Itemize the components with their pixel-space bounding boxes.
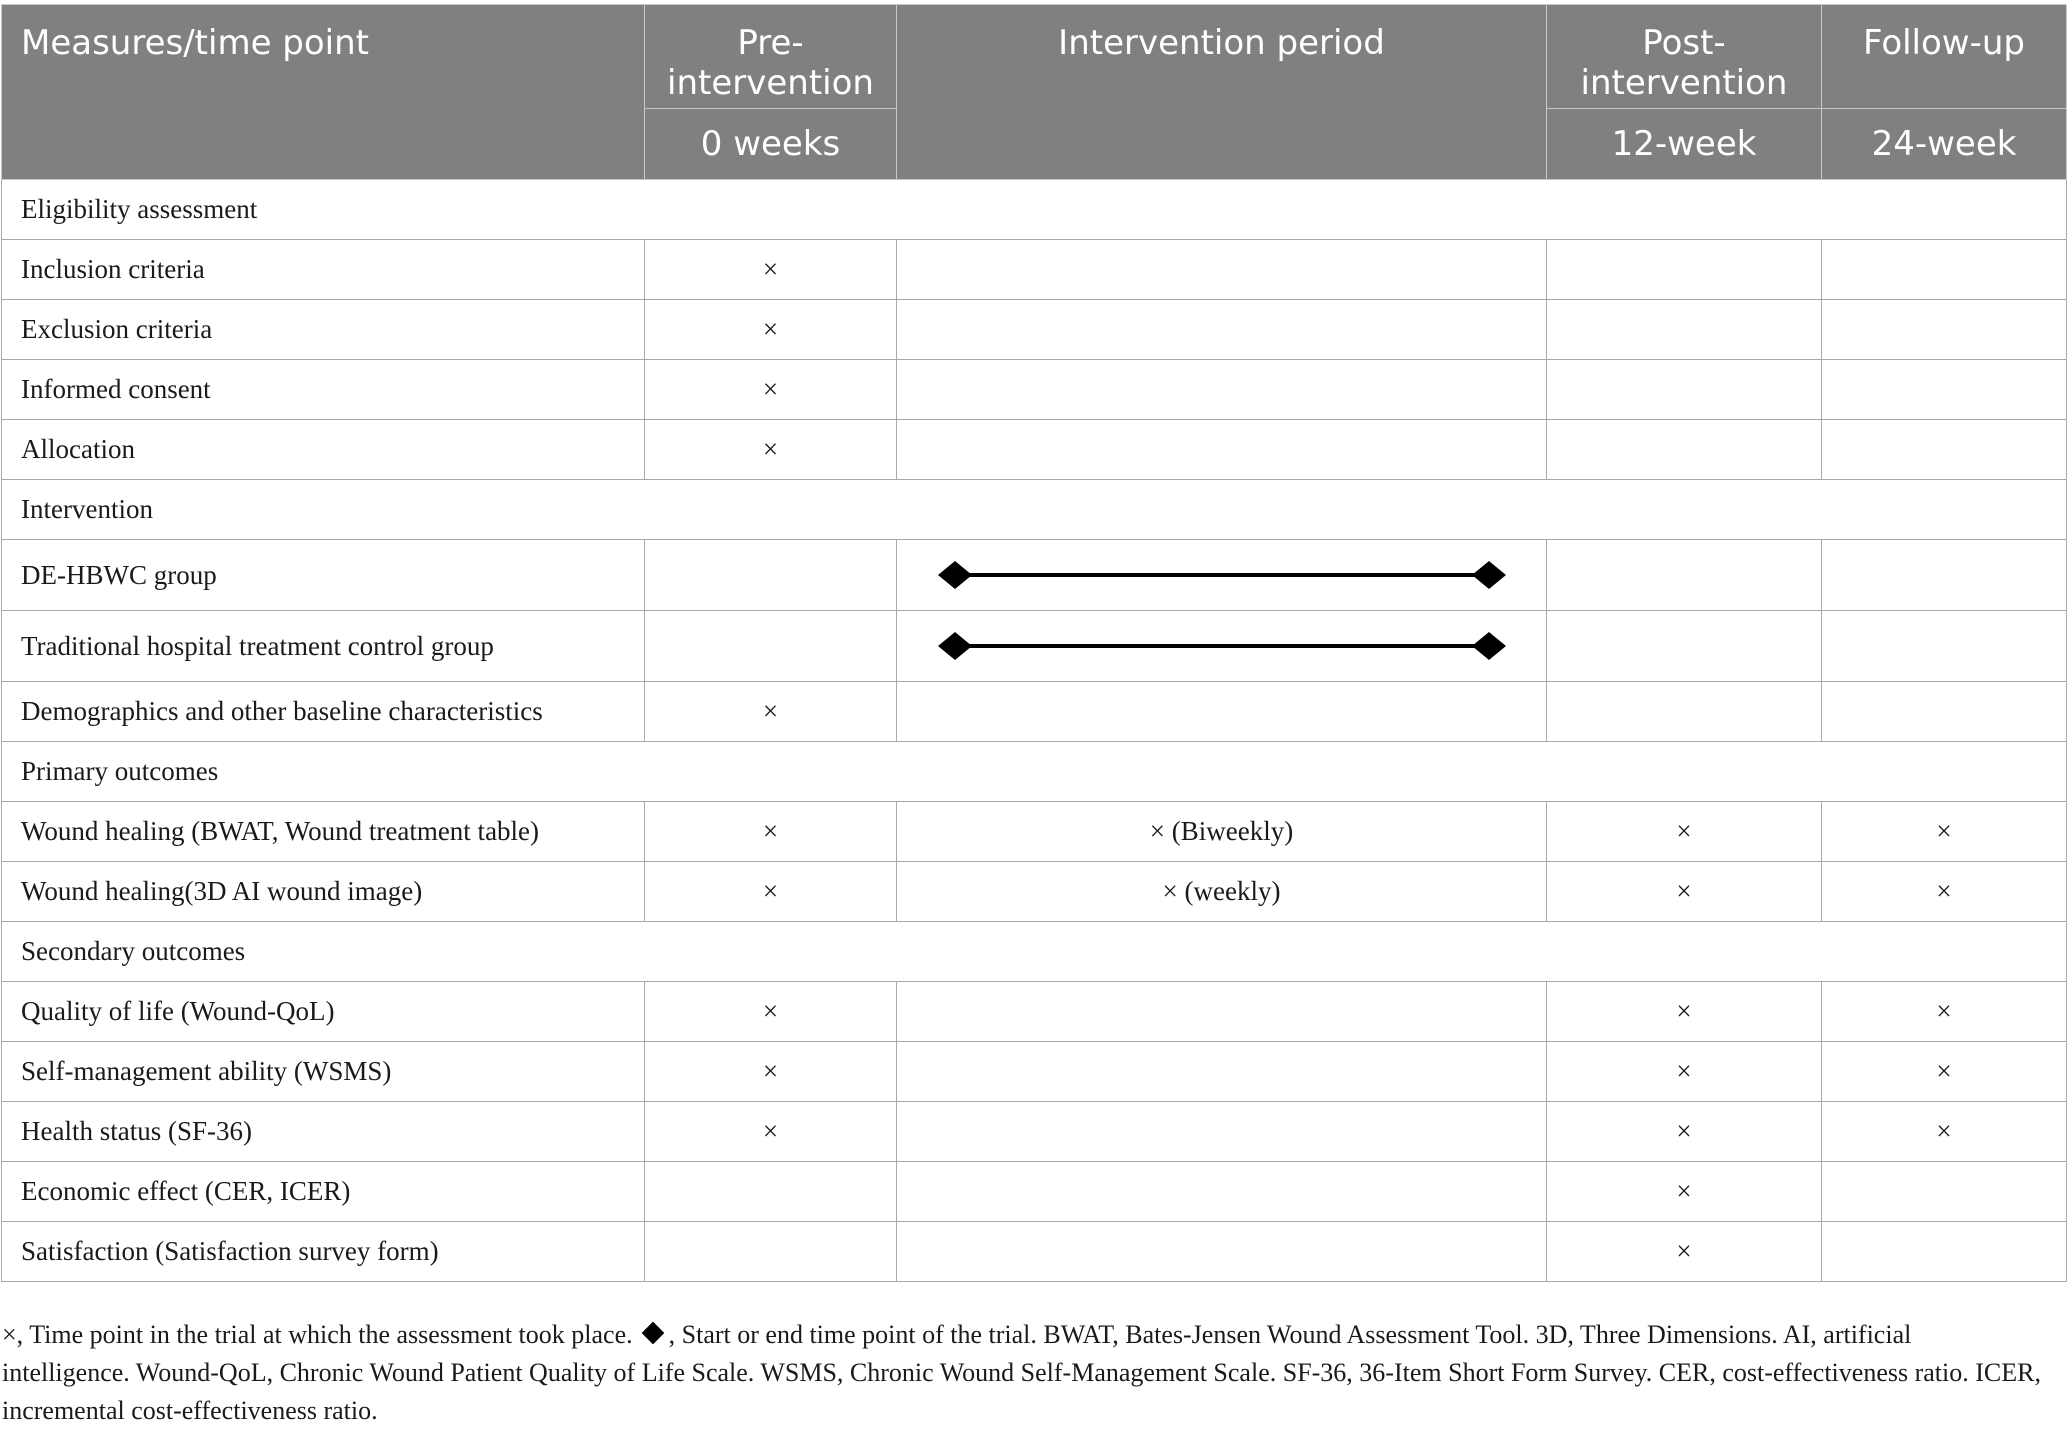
cell-pre-intervention: ×: [645, 982, 897, 1042]
schedule-table: [1, 4, 2067, 1282]
table-row: [2, 420, 2067, 480]
table-row: [2, 802, 2067, 862]
table-row: [2, 1102, 2067, 1162]
cell-post-intervention: ×: [1547, 1222, 1822, 1282]
cell-post-intervention: [1547, 540, 1822, 611]
row-label: Inclusion criteria: [2, 240, 645, 300]
row-label: Economic effect (CER, ICER): [2, 1162, 645, 1222]
cell-pre-intervention: [645, 1222, 897, 1282]
cell-post-intervention: ×: [1547, 1042, 1822, 1102]
end-diamond-icon: [1472, 561, 1506, 589]
table-row: [2, 682, 2067, 742]
row-label: Satisfaction (Satisfaction survey form): [2, 1222, 645, 1282]
cell-follow-up: [1822, 682, 2067, 742]
table-row: [2, 982, 2067, 1042]
row-label: Exclusion criteria: [2, 300, 645, 360]
cell-pre-intervention: ×: [645, 802, 897, 862]
cell-post-intervention: [1547, 682, 1822, 742]
cell-intervention-period: [897, 682, 1547, 742]
header-intervention-period: Intervention period: [897, 5, 1547, 180]
cell-follow-up: ×: [1822, 982, 2067, 1042]
header-post-label: Post- intervention: [1580, 23, 1788, 103]
row-label: Traditional hospital treatment control group: [2, 611, 645, 682]
end-diamond-icon: [1472, 632, 1506, 660]
cell-pre-intervention: ×: [645, 420, 897, 480]
cell-follow-up: [1822, 540, 2067, 611]
cell-intervention-period: [897, 982, 1547, 1042]
cell-intervention-period: [897, 420, 1547, 480]
cell-follow-up: [1822, 1222, 2067, 1282]
cell-intervention-period: × (Biweekly): [897, 802, 1547, 862]
cell-pre-intervention: ×: [645, 682, 897, 742]
section-label: Intervention: [2, 480, 2067, 540]
row-label: Wound healing(3D AI wound image): [2, 862, 645, 922]
subheader-12-week: 12-week: [1547, 109, 1822, 180]
cell-intervention-period: × (weekly): [897, 862, 1547, 922]
cell-intervention-period: [897, 1042, 1547, 1102]
row-label: Health status (SF-36): [2, 1102, 645, 1162]
cell-intervention-period: [897, 1222, 1547, 1282]
header-post-intervention: [1547, 5, 1822, 109]
table-row: [2, 1042, 2067, 1102]
cell-pre-intervention: ×: [645, 862, 897, 922]
cell-pre-intervention: [645, 611, 897, 682]
cell-follow-up: [1822, 611, 2067, 682]
table-body: [2, 180, 2067, 1282]
cell-post-intervention: ×: [1547, 1102, 1822, 1162]
cell-post-intervention: [1547, 360, 1822, 420]
table-row: [2, 611, 2067, 682]
row-label: Quality of life (Wound-QoL): [2, 982, 645, 1042]
cell-pre-intervention: ×: [645, 300, 897, 360]
cell-pre-intervention: ×: [645, 1042, 897, 1102]
cell-post-intervention: ×: [1547, 982, 1822, 1042]
row-label: Wound healing (BWAT, Wound treatment table): [2, 802, 645, 862]
row-label: Demographics and other baseline characteristics: [2, 682, 645, 742]
table-row: [2, 1222, 2067, 1282]
footnote-abbreviations: , Start or end time point of the trial. BWAT, Bates-Jensen Wound Assessment Tool. 3D, Three Dimensions. AI, artificial intelligence. Wound-QoL, Chronic Wound Patient Quality of Life Scale. WSMS, Chronic Wound Self-Management Scale. SF-36, 36-Item Short Form Survey. CER, cost-effectiveness ratio. ICER, incremental cost-effectiveness ratio.: [2, 1320, 2041, 1425]
table-row: [2, 862, 2067, 922]
cell-follow-up: [1822, 360, 2067, 420]
section-label: Eligibility assessment: [2, 180, 2067, 240]
cell-post-intervention: [1547, 420, 1822, 480]
subheader-0-weeks: 0 weeks: [645, 109, 897, 180]
cell-post-intervention: [1547, 611, 1822, 682]
section-row: [2, 180, 2067, 240]
cell-intervention-period: [897, 611, 1547, 682]
section-row: [2, 480, 2067, 540]
cell-post-intervention: ×: [1547, 862, 1822, 922]
cell-follow-up: ×: [1822, 1102, 2067, 1162]
cell-intervention-period: [897, 1162, 1547, 1222]
row-label: Informed consent: [2, 360, 645, 420]
cell-intervention-period: [897, 300, 1547, 360]
cell-intervention-period: [897, 540, 1547, 611]
header-pre-label: Pre- intervention: [667, 23, 874, 103]
cell-follow-up: [1822, 420, 2067, 480]
cell-follow-up: [1822, 240, 2067, 300]
cell-post-intervention: [1547, 240, 1822, 300]
cell-pre-intervention: ×: [645, 240, 897, 300]
cell-post-intervention: ×: [1547, 802, 1822, 862]
cell-follow-up: ×: [1822, 802, 2067, 862]
header-measures: Measures/time point: [2, 5, 645, 180]
cell-follow-up: ×: [1822, 862, 2067, 922]
header-row: [2, 5, 2067, 109]
table-footnote: [2, 1316, 2042, 1430]
row-label: DE-HBWC group: [2, 540, 645, 611]
cell-pre-intervention: ×: [645, 1102, 897, 1162]
table-row: [2, 1162, 2067, 1222]
cell-intervention-period: [897, 360, 1547, 420]
header-follow-up: Follow-up: [1822, 5, 2067, 109]
footnote-cross-legend: ×, Time point in the trial at which the assessment took place.: [2, 1320, 633, 1349]
section-row: [2, 742, 2067, 802]
cell-follow-up: [1822, 300, 2067, 360]
cell-intervention-period: [897, 1102, 1547, 1162]
section-row: [2, 922, 2067, 982]
start-diamond-icon: [938, 561, 972, 589]
section-label: Primary outcomes: [2, 742, 2067, 802]
cell-post-intervention: [1547, 300, 1822, 360]
intervention-span-arrow: [927, 555, 1517, 595]
header-pre-intervention: [645, 5, 897, 109]
subheader-24-week: 24-week: [1822, 109, 2067, 180]
table-row: [2, 360, 2067, 420]
cell-pre-intervention: [645, 540, 897, 611]
table-row: [2, 300, 2067, 360]
cell-pre-intervention: ×: [645, 360, 897, 420]
table-row: [2, 240, 2067, 300]
row-label: Allocation: [2, 420, 645, 480]
table-row: [2, 540, 2067, 611]
cell-intervention-period: [897, 240, 1547, 300]
start-diamond-icon: [938, 632, 972, 660]
cell-follow-up: [1822, 1162, 2067, 1222]
section-label: Secondary outcomes: [2, 922, 2067, 982]
row-label: Self-management ability (WSMS): [2, 1042, 645, 1102]
intervention-span-arrow: [927, 626, 1517, 666]
diamond-icon: [641, 1322, 664, 1345]
cell-follow-up: ×: [1822, 1042, 2067, 1102]
cell-post-intervention: ×: [1547, 1162, 1822, 1222]
cell-pre-intervention: [645, 1162, 897, 1222]
